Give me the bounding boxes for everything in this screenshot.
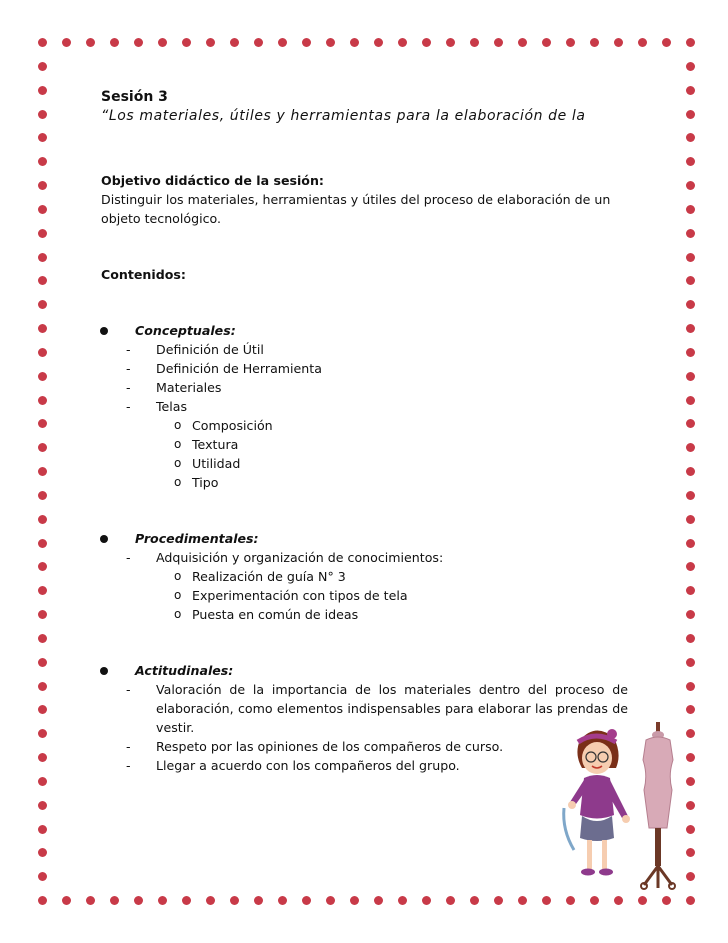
sub-list-item: o Puesta en común de ideas (168, 605, 628, 624)
section-procedimentales (101, 529, 628, 624)
border-dot (662, 896, 671, 905)
border-dot (38, 253, 47, 262)
border-dot (278, 896, 287, 905)
sub-list (156, 416, 628, 492)
border-dot (110, 38, 119, 47)
border-dot (686, 110, 695, 119)
border-dot (686, 682, 695, 691)
border-dot (38, 539, 47, 548)
border-dot (686, 848, 695, 857)
border-dot (38, 372, 47, 381)
border-dot (38, 348, 47, 357)
border-dot (686, 562, 695, 571)
border-dot (38, 181, 47, 190)
border-dot (254, 38, 263, 47)
list-item-text: - Materiales (156, 380, 222, 395)
border-dot (686, 276, 695, 285)
border-dot (38, 396, 47, 405)
list-item-text: - Valoración de la importancia de los materiales dentro del proceso de elaboración, como elementos indispensables para elaborar las prendas de vestir. (156, 682, 628, 735)
border-dot (374, 896, 383, 905)
border-dot (686, 300, 695, 309)
border-dot (38, 229, 47, 238)
bullet-icon (100, 535, 108, 543)
border-dot (182, 896, 191, 905)
border-dot (470, 896, 479, 905)
dash-list (101, 548, 628, 624)
border-dot (686, 396, 695, 405)
border-dot (494, 896, 503, 905)
sub-list (156, 567, 628, 624)
border-dot (38, 825, 47, 834)
border-dot (518, 896, 527, 905)
border-dot (686, 253, 695, 262)
border-dot (686, 372, 695, 381)
list-item (125, 737, 628, 756)
mannequin-icon (641, 722, 675, 889)
list-item (125, 548, 628, 624)
border-dot (398, 38, 407, 47)
border-dot (686, 181, 695, 190)
list-item (125, 378, 628, 397)
border-dot (470, 38, 479, 47)
border-dot (158, 38, 167, 47)
border-dot (254, 896, 263, 905)
border-dot (206, 896, 215, 905)
border-dot (686, 86, 695, 95)
border-dot (686, 729, 695, 738)
border-dot (350, 896, 359, 905)
border-dot (686, 872, 695, 881)
list-item-text: - Respeto por las opiniones de los compañeros de curso. (156, 739, 504, 754)
border-dot (374, 38, 383, 47)
border-dot (38, 586, 47, 595)
border-dot (38, 62, 47, 71)
border-dot (686, 515, 695, 524)
border-dot (38, 634, 47, 643)
border-dot (38, 133, 47, 142)
border-dot (686, 229, 695, 238)
sub-list-item: o Utilidad (168, 454, 628, 473)
border-dot (614, 896, 623, 905)
list-item-text: - Adquisición y organización de conocimientos: (156, 550, 444, 565)
border-dot (38, 276, 47, 285)
border-dot (494, 38, 503, 47)
dotted-border-top (38, 38, 690, 48)
border-dot (686, 157, 695, 166)
border-dot (38, 658, 47, 667)
border-dot (566, 38, 575, 47)
border-dot (686, 419, 695, 428)
border-dot (326, 896, 335, 905)
border-dot (230, 896, 239, 905)
border-dot (686, 634, 695, 643)
border-dot (38, 682, 47, 691)
border-dot (422, 38, 431, 47)
objective-text: Distinguir los materiales, herramientas y útiles del proceso de elaboración de un objeto tecnológico. (101, 192, 611, 226)
border-dot (38, 86, 47, 95)
border-dot (686, 133, 695, 142)
section-title: Conceptuales: (135, 323, 236, 338)
bullet-icon (100, 327, 108, 335)
border-dot (566, 896, 575, 905)
border-dot (614, 38, 623, 47)
border-dot (206, 38, 215, 47)
border-dot (686, 205, 695, 214)
dash-list (101, 340, 628, 492)
list-item-text: - Definición de Herramienta (156, 361, 322, 376)
dotted-border-bottom (38, 896, 690, 906)
border-dot (38, 848, 47, 857)
border-dot (38, 110, 47, 119)
dotted-border-right (686, 38, 696, 900)
border-dot (638, 38, 647, 47)
border-dot (110, 896, 119, 905)
border-dot (62, 896, 71, 905)
border-dot (686, 62, 695, 71)
border-dot (686, 467, 695, 476)
border-dot (446, 38, 455, 47)
border-dot (422, 896, 431, 905)
border-dot (38, 515, 47, 524)
border-dot (38, 443, 47, 452)
border-dot (662, 38, 671, 47)
section-conceptuales (101, 321, 628, 492)
border-dot (38, 610, 47, 619)
section-actitudinales (101, 661, 628, 775)
border-dot (686, 753, 695, 762)
border-dot (686, 491, 695, 500)
seamstress-icon (564, 729, 630, 876)
border-dot (38, 801, 47, 810)
border-dot (62, 38, 71, 47)
dotted-border-left (38, 38, 48, 900)
list-item-text: - Definición de Útil (156, 342, 264, 357)
border-dot (686, 658, 695, 667)
list-item (125, 340, 628, 359)
border-dot (182, 38, 191, 47)
border-dot (686, 539, 695, 548)
border-dot (38, 419, 47, 428)
section-title: Actitudinales: (135, 663, 234, 678)
border-dot (38, 705, 47, 714)
sub-list-item: o Textura (168, 435, 628, 454)
border-dot (686, 705, 695, 714)
list-item-text: - Llegar a acuerdo con los compañeros del grupo. (156, 758, 460, 773)
border-dot (398, 896, 407, 905)
border-dot (38, 157, 47, 166)
border-dot (302, 38, 311, 47)
border-dot (542, 896, 551, 905)
list-item (125, 756, 628, 775)
border-dot (686, 586, 695, 595)
border-dot (638, 896, 647, 905)
border-dot (38, 324, 47, 333)
border-dot (590, 38, 599, 47)
border-dot (446, 896, 455, 905)
border-dot (686, 610, 695, 619)
border-dot (230, 38, 239, 47)
border-dot (278, 38, 287, 47)
border-dot (134, 896, 143, 905)
border-dot (350, 38, 359, 47)
sub-list-item: o Realización de guía N° 3 (168, 567, 628, 586)
seamstress-illustration (556, 720, 686, 895)
dash-list (101, 680, 628, 775)
session-subtitle: “Los materiales, útiles y herramientas para la elaboración de la (101, 108, 586, 124)
border-dot (158, 896, 167, 905)
contents-label: Contenidos: (101, 267, 186, 282)
list-item (125, 680, 628, 737)
objective-label: Objetivo didáctico de la sesión: (101, 173, 324, 188)
border-dot (134, 38, 143, 47)
border-dot (686, 443, 695, 452)
border-dot (38, 753, 47, 762)
border-dot (38, 491, 47, 500)
sub-list-item: o Composición (168, 416, 628, 435)
border-dot (518, 38, 527, 47)
border-dot (38, 300, 47, 309)
border-dot (686, 777, 695, 786)
border-dot (686, 801, 695, 810)
list-item (125, 359, 628, 378)
border-dot (590, 896, 599, 905)
lesson-content (101, 88, 628, 775)
session-title: Sesión 3 (101, 89, 168, 105)
border-dot (38, 562, 47, 571)
border-dot (686, 324, 695, 333)
border-dot (38, 872, 47, 881)
border-dot (38, 777, 47, 786)
border-dot (686, 825, 695, 834)
border-dot (38, 467, 47, 476)
border-dot (326, 38, 335, 47)
border-dot (86, 896, 95, 905)
section-title: Procedimentales: (135, 531, 259, 546)
border-dot (542, 38, 551, 47)
sub-list-item: o Experimentación con tipos de tela (168, 586, 628, 605)
sub-list-item: o Tipo (168, 473, 628, 492)
bullet-icon (100, 667, 108, 675)
border-dot (86, 38, 95, 47)
list-item (125, 397, 628, 492)
border-dot (302, 896, 311, 905)
border-dot (38, 729, 47, 738)
border-dot (686, 348, 695, 357)
list-item-text: - Telas (156, 399, 188, 414)
border-dot (38, 205, 47, 214)
